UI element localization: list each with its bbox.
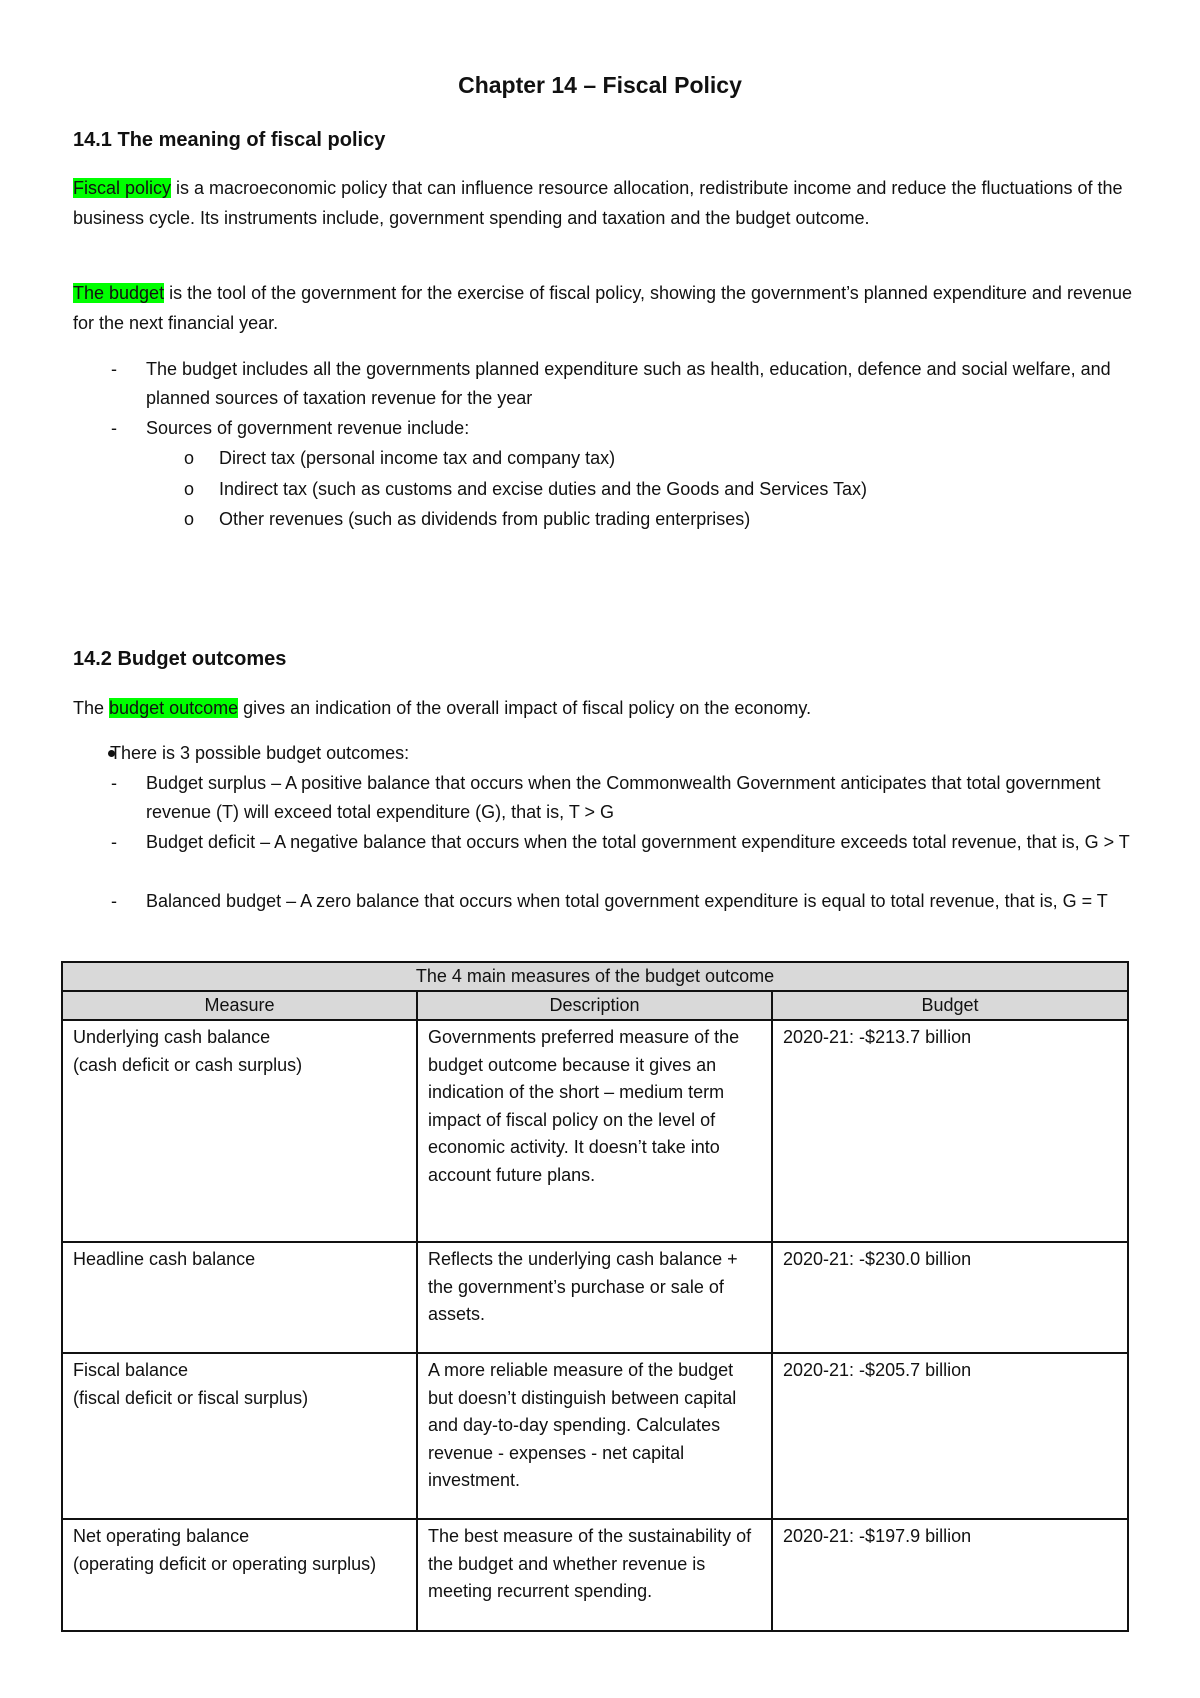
dash-marker: -: [111, 891, 117, 911]
sub-list-item: Direct tax (personal income tax and company tax): [219, 448, 616, 468]
highlight-fiscal-policy: Fiscal policy: [73, 178, 172, 198]
list-item: Budget deficit – A negative balance that occurs when the total government expenditure exceeds total revenue, that is, G > T: [146, 832, 1130, 852]
table-row: [62, 1020, 1128, 1242]
dash-marker: -: [111, 832, 117, 852]
column-header-budget: Budget: [772, 991, 1128, 1020]
paragraph-fiscal-policy-text: is a macroeconomic policy that can influence resource allocation, redistribute income and reduce the fluctuations of the business cycle. Its instruments include, government spending and taxation and the budget outcome.: [73, 178, 1123, 228]
table-row: [62, 1353, 1128, 1519]
table-row: [62, 1242, 1128, 1353]
measure-name: Headline cash balance: [73, 1249, 256, 1269]
measure-sub: (fiscal deficit or fiscal surplus): [73, 1387, 309, 1408]
table-cell-measure: [62, 1353, 417, 1519]
circle-bullet-marker: o: [184, 448, 195, 468]
sub-list-item: Indirect tax (such as customs and excise duties and the Goods and Services Tax): [219, 479, 867, 499]
table-cell-budget: 2020-21: -$213.7 billion: [772, 1020, 1128, 1242]
table-cell-description: The best measure of the sustainability of the budget and whether revenue is meeting recurrent spending.: [417, 1519, 772, 1631]
measure-name: Net operating balance: [73, 1526, 250, 1546]
table-cell-measure: [62, 1020, 417, 1242]
table-caption-row: [62, 962, 1128, 991]
table-cell-budget: 2020-21: -$197.9 billion: [772, 1519, 1128, 1631]
measure-name: Fiscal balance: [73, 1360, 189, 1380]
table-header-row: [62, 991, 1128, 1020]
section-heading-14-2: 14.2 Budget outcomes: [73, 648, 287, 670]
section-heading-14-1: 14.1 The meaning of fiscal policy: [73, 129, 386, 151]
list-item: The budget includes all the governments planned expenditure such as health, education, defence and social welfare, and planned sources of taxation revenue for the year: [146, 359, 1111, 408]
table-cell-measure: [62, 1519, 417, 1631]
dash-marker: -: [111, 359, 117, 379]
highlight-the-budget: The budget: [73, 283, 165, 303]
sub-list-item: Other revenues (such as dividends from public trading enterprises): [219, 509, 751, 529]
table-cell-budget: 2020-21: -$230.0 billion: [772, 1242, 1128, 1353]
highlight-budget-outcome: budget outcome: [109, 698, 239, 718]
dash-marker: -: [111, 418, 117, 438]
measure-sub: (operating deficit or operating surplus): [73, 1553, 377, 1574]
paragraph-the-budget: [73, 279, 1133, 338]
table-cell-measure: [62, 1242, 417, 1353]
table-cell-description: Governments preferred measure of the budget outcome because it gives an indication of the short – medium term impact of fiscal policy on the level of economic activity. It doesn’t take into account future plans.: [417, 1020, 772, 1242]
page-title: Chapter 14 – Fiscal Policy: [458, 72, 742, 98]
table-cell-budget: 2020-21: -$205.7 billion: [772, 1353, 1128, 1519]
column-header-measure: Measure: [62, 991, 417, 1020]
paragraph-fiscal-policy: [73, 174, 1133, 233]
paragraph-budget-outcome-pre: The: [73, 698, 110, 718]
bullet-item: [110, 739, 1110, 768]
table-caption: The 4 main measures of the budget outcome: [62, 962, 1128, 991]
table-row: [62, 1519, 1128, 1631]
bullet-item-text: There is 3 possible budget outcomes:: [110, 743, 410, 763]
table-cell-description: Reflects the underlying cash balance + the government’s purchase or sale of assets.: [417, 1242, 772, 1353]
list-item: Budget surplus – A positive balance that occurs when the Commonwealth Government anticipates that total government revenue (T) will exceed total expenditure (G), that is, T > G: [146, 773, 1101, 822]
column-header-description: Description: [417, 991, 772, 1020]
paragraph-budget-outcome: [73, 694, 1133, 724]
paragraph-the-budget-text: is the tool of the government for the exercise of fiscal policy, showing the government’s planned expenditure and revenue for the next financial year.: [73, 283, 1132, 333]
paragraph-budget-outcome-text: gives an indication of the overall impact of fiscal policy on the economy.: [238, 698, 812, 718]
list-item: Sources of government revenue include:: [146, 418, 470, 438]
table-cell-description: A more reliable measure of the budget but doesn’t distinguish between capital and day-to-day spending. Calculates revenue - expenses - net capital investment.: [417, 1353, 772, 1519]
circle-bullet-marker: o: [184, 479, 195, 499]
dash-marker: -: [111, 773, 117, 793]
list-item: Balanced budget – A zero balance that occurs when total government expenditure is equal to total revenue, that is, G = T: [146, 891, 1108, 911]
budget-measures-table: [61, 961, 1129, 1632]
measure-sub: (cash deficit or cash surplus): [73, 1054, 303, 1075]
measure-name: Underlying cash balance: [73, 1027, 271, 1047]
circle-bullet-marker: o: [184, 509, 195, 529]
